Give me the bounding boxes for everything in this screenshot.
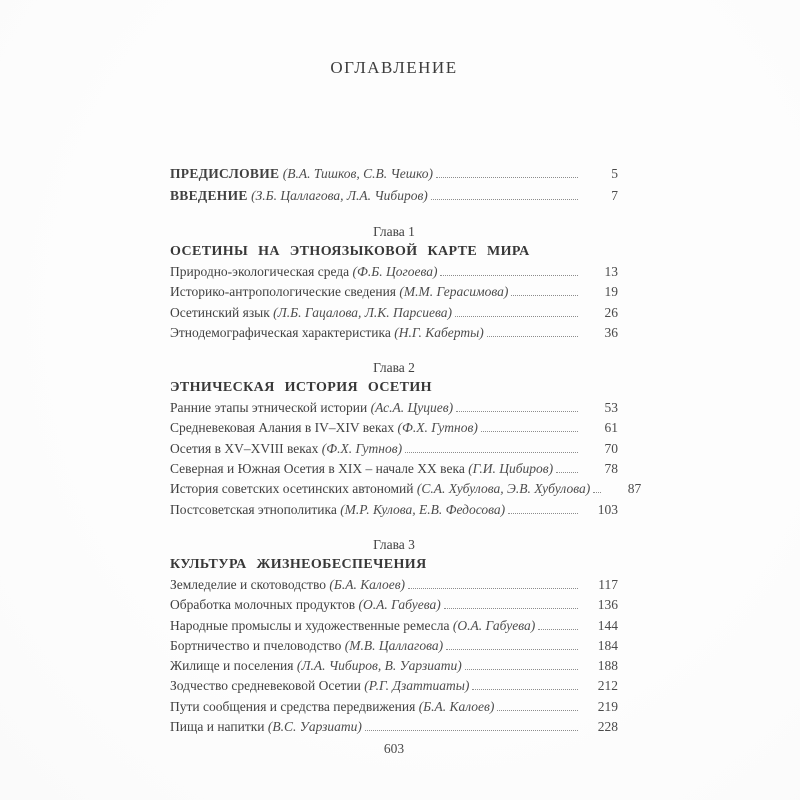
entry-title: Пища и напитки bbox=[170, 719, 265, 735]
toc-entry bbox=[170, 303, 618, 323]
toc-entry bbox=[170, 459, 618, 479]
dot-leader bbox=[538, 629, 578, 630]
entry-authors: (Б.А. Калоев) bbox=[329, 576, 406, 592]
entry-page-number: 19 bbox=[604, 284, 618, 300]
dot-leader bbox=[508, 513, 578, 514]
entry-authors: (В.А. Тишков, С.В. Чешко) bbox=[282, 166, 434, 181]
toc-entry bbox=[170, 163, 618, 185]
entry-title: Ранние этапы этнической истории bbox=[170, 400, 368, 416]
entry-title: Этнодемографическая характеристика bbox=[170, 324, 391, 340]
dot-leader bbox=[497, 710, 578, 711]
entry-authors: (М.М. Герасимова) bbox=[399, 284, 509, 300]
dot-leader bbox=[431, 199, 578, 200]
chapter-section-1 bbox=[170, 222, 618, 343]
entry-page-number: 5 bbox=[611, 166, 618, 181]
entry-authors: (С.А. Хубулова, Э.В. Хубулова) bbox=[416, 481, 591, 497]
entry-authors: (Р.Г. Дзаттиаты) bbox=[364, 678, 470, 694]
entry-page-number: 228 bbox=[597, 719, 618, 735]
dot-leader bbox=[456, 411, 578, 412]
entry-title: Осетия в XV–XVIII веках bbox=[170, 440, 319, 456]
entry-title: Пути сообщения и средства передвижения bbox=[170, 698, 416, 714]
entry-authors: (Ф.Х. Гутнов) bbox=[321, 440, 403, 456]
dot-leader bbox=[444, 608, 578, 609]
front-matter-section bbox=[170, 163, 618, 207]
toc-entry bbox=[170, 717, 618, 737]
entry-page-number: 136 bbox=[597, 597, 618, 613]
entry-title: Обработка молочных продуктов bbox=[170, 597, 356, 613]
entry-title: Осетинский язык bbox=[170, 304, 270, 320]
entry-authors: (Н.Г. Каберты) bbox=[394, 324, 484, 340]
entry-title: Природно-экологическая среда bbox=[170, 264, 350, 279]
entry-authors: (Л.А. Чибиров, В. Уарзиати) bbox=[296, 658, 462, 674]
entry-title: Постсоветская этнополитика bbox=[170, 501, 337, 517]
toc-entry bbox=[170, 262, 618, 282]
dot-leader bbox=[446, 649, 578, 650]
entry-authors: (М.Р. Кулова, Е.В. Федосова) bbox=[340, 501, 506, 517]
entry-page-number: 144 bbox=[597, 617, 618, 633]
entry-authors: (Б.А. Калоев) bbox=[418, 698, 495, 714]
dot-leader bbox=[365, 730, 578, 731]
chapter-title: ЭТНИЧЕСКАЯ ИСТОРИЯ ОСЕТИН bbox=[170, 380, 432, 396]
entry-authors: (Л.Б. Гацалова, Л.К. Парсиева) bbox=[273, 304, 452, 320]
entry-title: ПРЕДИСЛОВИЕ bbox=[170, 166, 280, 181]
dot-leader bbox=[408, 588, 578, 589]
entry-authors: (О.А. Габуева) bbox=[452, 617, 536, 633]
entry-page-number: 212 bbox=[597, 678, 618, 694]
entry-authors: (Ф.Б. Цогоева) bbox=[352, 264, 438, 279]
entry-title: ВВЕДЕНИЕ bbox=[170, 188, 248, 203]
toc-content bbox=[170, 0, 642, 737]
entry-authors: (Г.И. Цибиров) bbox=[468, 461, 554, 477]
entry-title: Историко-антропологические сведения bbox=[170, 284, 397, 300]
entry-title: Бортничество и пчеловодство bbox=[170, 637, 342, 653]
toc-entry bbox=[170, 500, 618, 520]
entry-page-number: 61 bbox=[604, 420, 618, 436]
chapter-section-2 bbox=[170, 358, 642, 520]
chapter-title: ОСЕТИНЫ НА ЭТНОЯЗЫКОВОЙ КАРТЕ МИРА bbox=[170, 244, 530, 259]
entry-title: Народные промыслы и художественные ремесла bbox=[170, 617, 450, 633]
toc-entry bbox=[170, 575, 618, 595]
entry-title: Жилище и поселения bbox=[170, 658, 294, 674]
dot-leader bbox=[465, 669, 578, 670]
entry-page-number: 87 bbox=[627, 481, 642, 497]
entry-page-number: 70 bbox=[604, 440, 618, 456]
chapter-section-3 bbox=[170, 535, 618, 737]
dot-leader bbox=[481, 431, 578, 432]
entry-authors: (Ас.А. Цуциев) bbox=[370, 400, 454, 416]
dot-leader bbox=[556, 472, 578, 473]
entry-title: Средневековая Алания в IV–XIV веках bbox=[170, 420, 395, 436]
toc-entry bbox=[170, 398, 618, 418]
dot-leader bbox=[440, 275, 578, 276]
entry-page-number: 13 bbox=[604, 264, 618, 279]
entry-authors: (О.А. Габуева) bbox=[358, 597, 441, 613]
chapter-title: КУЛЬТУРА ЖИЗНЕОБЕСПЕЧЕНИЯ bbox=[170, 556, 427, 572]
dot-leader bbox=[405, 452, 578, 453]
chapter-label: Глава 1 bbox=[373, 224, 415, 239]
toc-entry bbox=[170, 636, 618, 656]
entry-page-number: 36 bbox=[604, 324, 618, 340]
entry-page-number: 103 bbox=[597, 501, 618, 517]
entry-page-number: 219 bbox=[597, 698, 618, 714]
entry-page-number: 26 bbox=[604, 304, 618, 320]
page-folio-number: 603 bbox=[383, 741, 405, 756]
chapter-label: Глава 3 bbox=[373, 536, 415, 552]
entry-page-number: 78 bbox=[604, 461, 618, 477]
entry-authors: (М.В. Цаллагова) bbox=[344, 637, 444, 653]
page-title: ОГЛАВЛЕНИЕ bbox=[330, 58, 458, 77]
toc-entry bbox=[170, 282, 618, 302]
dot-leader bbox=[436, 177, 578, 178]
dot-leader bbox=[487, 336, 578, 337]
dot-leader bbox=[455, 316, 578, 317]
entry-authors: (В.С. Уарзиати) bbox=[267, 719, 362, 735]
dot-leader bbox=[593, 492, 601, 493]
entry-title: Северная и Южная Осетия в XIX – начале XX века bbox=[170, 461, 465, 477]
entry-page-number: 53 bbox=[604, 400, 618, 416]
chapter-label: Глава 2 bbox=[373, 360, 415, 376]
entry-page-number: 117 bbox=[598, 576, 618, 592]
entry-title: Земледелие и скотоводство bbox=[170, 576, 326, 592]
entry-page-number: 184 bbox=[597, 637, 618, 653]
toc-entry bbox=[170, 439, 618, 459]
entry-page-number: 188 bbox=[597, 658, 618, 674]
toc-entry bbox=[170, 418, 618, 438]
entry-title: История советских осетинских автономий bbox=[170, 481, 414, 497]
toc-entry bbox=[170, 323, 618, 343]
toc-entry bbox=[170, 656, 618, 676]
dot-leader bbox=[511, 295, 578, 296]
toc-entry bbox=[170, 185, 618, 207]
toc-entry bbox=[170, 479, 642, 499]
toc-entry bbox=[170, 595, 618, 615]
toc-entry bbox=[170, 676, 618, 696]
entry-authors: (З.Б. Цаллагова, Л.А. Чибиров) bbox=[251, 188, 428, 203]
entry-authors: (Ф.Х. Гутнов) bbox=[397, 420, 478, 436]
toc-entry bbox=[170, 616, 618, 636]
dot-leader bbox=[472, 689, 578, 690]
toc-entry bbox=[170, 697, 618, 717]
entry-page-number: 7 bbox=[611, 188, 618, 203]
entry-title: Зодчество средневековой Осетии bbox=[170, 678, 361, 694]
